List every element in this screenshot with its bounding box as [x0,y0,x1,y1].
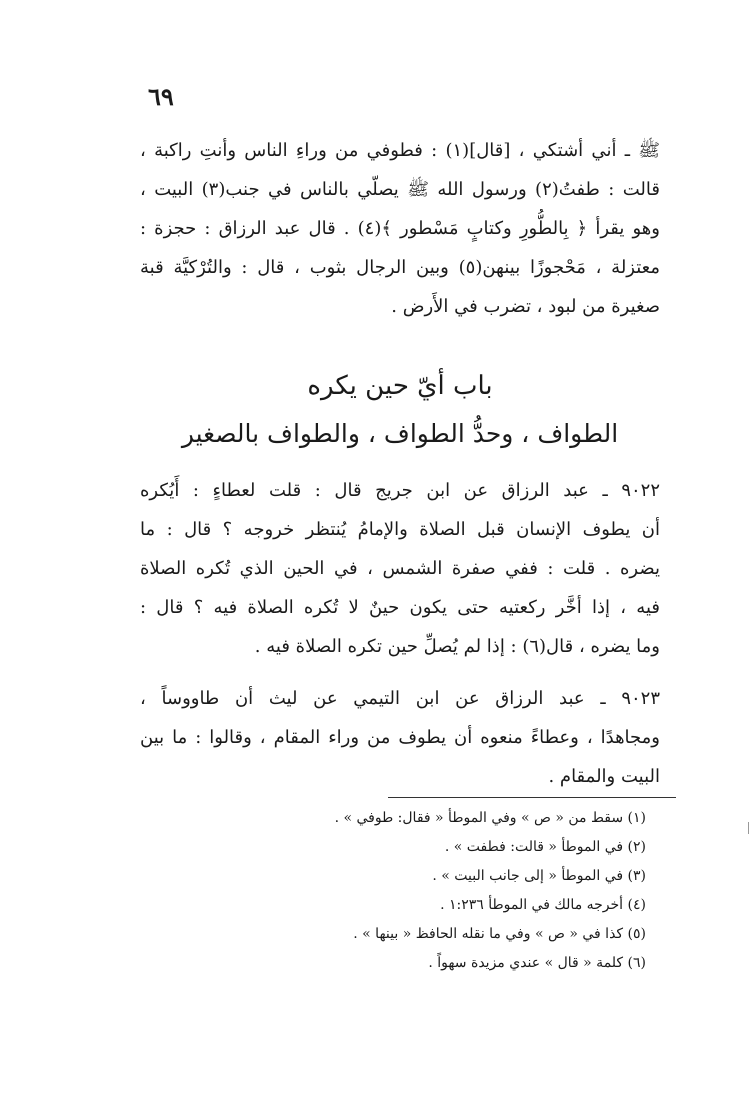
text-line: ٩٠٢٢ ـ عبد الرزاق عن ابن جريج قال : قلت لعطاءٍ : أَيُكره [140,480,660,501]
footnotes [160,804,646,978]
footnote: (١) سقط من « ص » وفي الموطأ « فقال: طوفي » . [334,810,646,826]
text-line: فيه ، إذا أخَّر ركعتيه حتى يكون حينٌ لا تُكره الصلاة فيه ؟ قال : [140,597,660,618]
margin-mark [748,822,749,834]
text-line: ومجاهدًا ، وعطاءً منعوه أن يطوف من وراء المقام ، وقالوا : ما بين [140,727,660,748]
text-line: ﷺ ـ أني أشتكي ، [قال](١) : فطوفي من وراءِ الناس وأنتِ راكبة ، [140,140,660,161]
footnote: (٤) أخرجه مالك في الموطأ ١:٢٣٦ . [440,897,646,913]
hadith-9023 [140,679,660,796]
text-line: وما يضره ، قال(٦) : إذا لم يُصلِّ حين تكره الصلاة فيه . [254,636,660,657]
footnote-divider [388,797,676,798]
text-line: البيت والمقام . [548,766,660,787]
text-line: ٩٠٢٣ ـ عبد الرزاق عن ابن التيمي عن ليث أن طاووساً ، [140,688,660,709]
text-line: قالت : طفتُ(٢) ورسول الله ﷺ يصلّي بالناس في جنب(٣) البيت ، [140,179,660,200]
footnote: (٣) في الموطأ « إلى جانب البيت » . [432,868,646,884]
page-number: ٦٩ [148,82,174,111]
text-line: يضره . قلت : ففي صفرة الشمس ، في الحين الذي تُكره الصلاة [140,558,660,579]
text-line: وهو يقرأ ﴿ بِالطُّورِ وكتابٍ مَسْطور ﴾(٤) . قال عبد الرزاق : حجزة : [140,218,660,239]
paragraph-continuation [140,131,660,326]
chapter-heading: باب أيّ حين يكره [307,371,493,401]
text-line: أن يطوف الإنسان قبل الصلاة والإمامُ يُنتظر خروجه ؟ قال : ما [140,519,660,540]
text-line: صغيرة من لبود ، تضرب في الأَرض . [391,296,660,317]
chapter-subheading: الطواف ، وحدُّ الطواف ، والطواف بالصغير [181,419,619,448]
footnote: (٥) كذا في « ص » وفي ما نقله الحافظ « بينها » . [353,926,646,942]
hadith-9022 [140,471,660,666]
footnote: (٢) في الموطأ « قالت: فطفت » . [444,839,646,855]
footnote: (٦) كلمة « قال » عندي مزيدة سهواً . [428,955,646,971]
text-line: معتزلة ، مَحْجوزًا بينهن(٥) وبين الرجال بثوب ، قال : والتُرْكيَّة قبة [140,257,660,278]
